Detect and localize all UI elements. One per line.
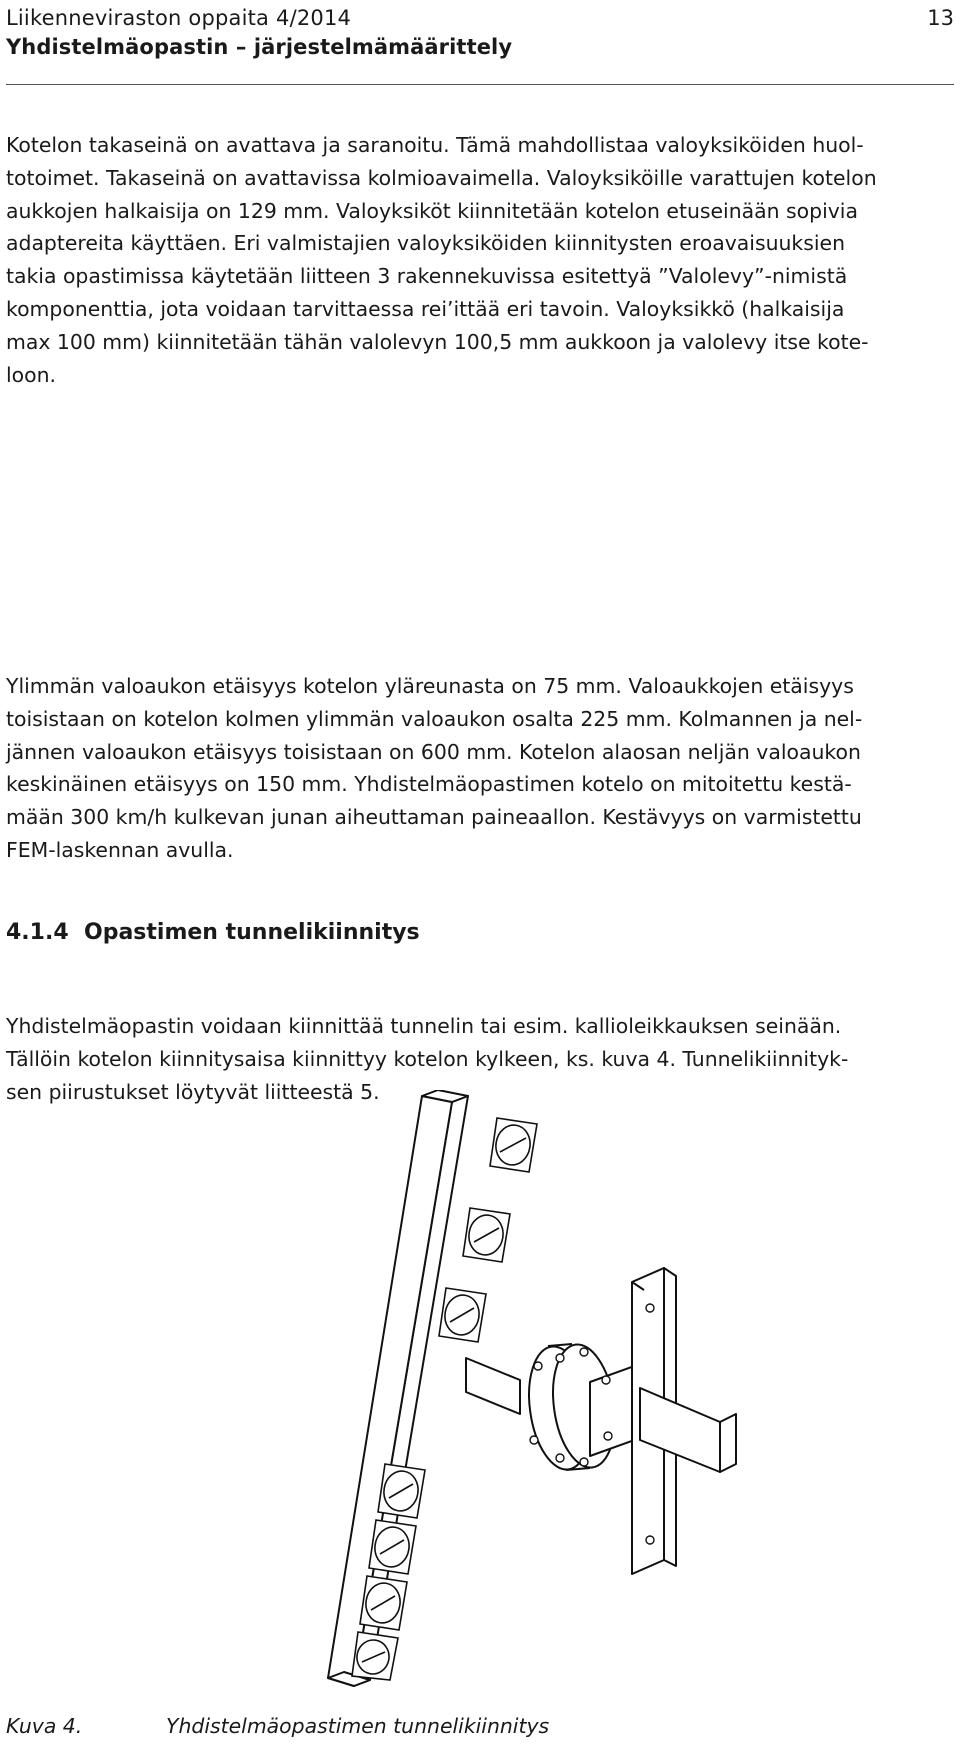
page-header [6,0,954,90]
section-title: Opastimen tunnelikiinnitys [84,920,420,945]
figure-caption [6,1711,549,1741]
light-unit-4 [378,1464,425,1518]
text-line: mään 300 km/h kulkevan junan aiheuttaman paineaallon. Kestävyys on varmistettu [6,805,862,830]
caption-text: Yhdistelmäopastimen tunnelikiinnitys [166,1714,550,1738]
document-title: Yhdistelmäopastin – järjestelmämäärittely [6,35,513,59]
text-line: aukkojen halkaisija on 129 mm. Valoyksiköt kiinnitetään kotelon etuseinään sopivia [6,198,858,223]
light-unit-7 [352,1632,398,1680]
text-line: loon. [6,362,57,387]
text-line: takia opastimissa käytetään liitteen 3 rakennekuvissa esitettyä ”Valolevy”-nimistä [6,264,848,289]
text-line: FEM-laskennan avulla. [6,837,234,862]
text-line: totoimet. Takaseinä on avattavissa kolmioavaimella. Valoyksiköille varattujen kotelon [6,165,877,190]
light-unit-5 [369,1520,416,1574]
text-line: jännen valoaukon etäisyys toisistaan on 600 mm. Kotelon alaosan neljän valoaukon [6,739,861,764]
text-line: Ylimmän valoaukon etäisyys kotelon yläreunasta on 75 mm. Valoaukkojen etäisyys [6,674,854,698]
light-unit-3 [439,1288,486,1342]
page-number: 13 [927,6,954,30]
header-divider [6,84,954,85]
publication-title: Liikenneviraston oppaita 4/2014 [6,6,352,30]
light-unit-6 [360,1576,407,1630]
text-line: keskinäinen etäisyys on 150 mm. Yhdistelmäopastimen kotelo on mitoitettu kestä- [6,772,852,797]
text-line: sen piirustukset löytyvät liitteestä 5. [6,1079,380,1104]
figure-signal-drawing [0,1090,960,1690]
paragraph-housing [6,129,952,391]
signal-housing-drawing-icon [0,1090,960,1690]
text-line: toisistaan on kotelon kolmen ylimmän valoaukon osalta 225 mm. Kolmannen ja nel- [6,706,863,731]
paragraph-apertures [6,670,952,867]
caption-label: Kuva 4. [6,1714,83,1738]
text-line: komponenttia, jota voidaan tarvittaessa rei’ittää eri tavoin. Valoyksikkö (halkaisija [6,296,845,321]
text-line: Tällöin kotelon kiinnitysaisa kiinnittyy kotelon kylkeen, ks. kuva 4. Tunnelikiinnityk- [6,1046,849,1071]
light-unit-2 [463,1208,510,1262]
text-line: max 100 mm) kiinnitetään tähän valolevyn 100,5 mm aukkoon ja valolevy itse kote- [6,329,869,354]
text-line: Kotelon takaseinä on avattava ja saranoitu. Tämä mahdollistaa valoyksiköiden huol- [6,133,864,157]
section-number: 4.1.4 [6,920,69,945]
text-line: adaptereita käyttäen. Eri valmistajien valoyksiköiden kiinnitysten eroavaisuuksien [6,231,846,256]
light-unit-1 [490,1118,537,1172]
section-heading [6,918,420,948]
text-line: Yhdistelmäopastin voidaan kiinnittää tunnelin tai esim. kallioleikkauksen seinään. [6,1014,842,1038]
